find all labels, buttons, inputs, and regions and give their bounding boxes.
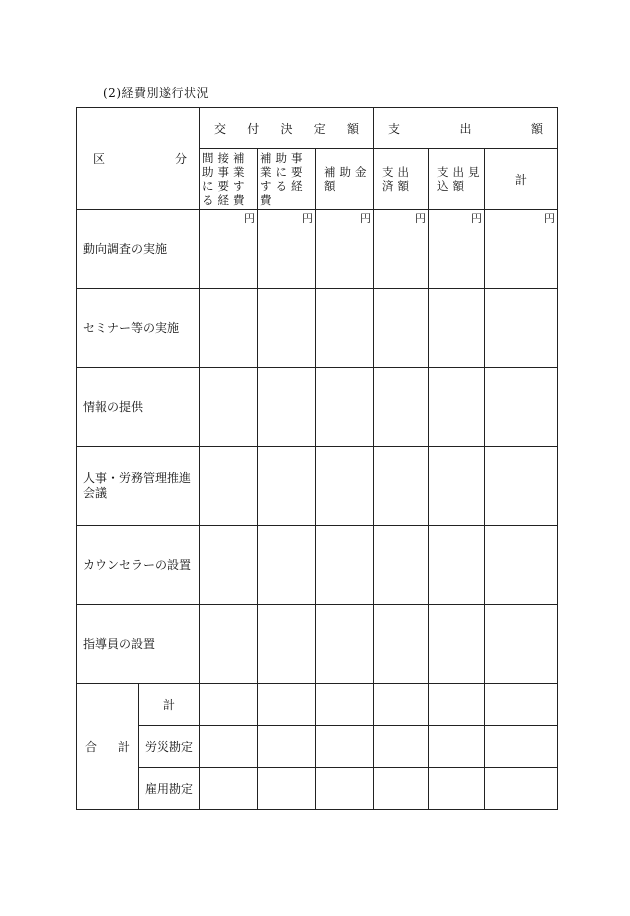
header-row-1 xyxy=(77,108,558,149)
summary-row xyxy=(77,684,558,726)
subsidy-amount-header: 補助金額 xyxy=(316,149,374,210)
unit-label: 円 xyxy=(374,210,429,289)
table-cell xyxy=(200,726,258,768)
table-row xyxy=(77,368,558,447)
table-row xyxy=(77,447,558,526)
table-cell xyxy=(485,368,558,447)
table-cell xyxy=(374,726,429,768)
table-cell xyxy=(485,605,558,684)
table-cell xyxy=(374,368,429,447)
table-cell xyxy=(485,447,558,526)
unit-label: 円 xyxy=(316,210,374,289)
table-cell xyxy=(200,447,258,526)
category-header xyxy=(77,108,200,210)
summary-item-total: 計 xyxy=(139,684,200,726)
table-cell xyxy=(429,684,485,726)
table-cell xyxy=(485,289,558,368)
summary-row xyxy=(77,726,558,768)
summary-row xyxy=(77,768,558,810)
table-cell xyxy=(316,526,374,605)
table-cell xyxy=(429,526,485,605)
summary-label: 合 計 xyxy=(77,684,139,810)
summary-item-labor-accident: 労災勘定 xyxy=(139,726,200,768)
unit-label: 円 xyxy=(200,210,258,289)
table-cell xyxy=(200,526,258,605)
table-cell xyxy=(258,684,316,726)
spent-header: 支出済額 xyxy=(374,149,429,210)
table-cell xyxy=(316,368,374,447)
table-cell xyxy=(485,726,558,768)
table-cell xyxy=(316,447,374,526)
row-label: 人事・労務管理推進会議 xyxy=(77,447,200,526)
table-cell xyxy=(258,526,316,605)
table-row xyxy=(77,289,558,368)
table-cell xyxy=(258,768,316,810)
row-label: セミナー等の実施 xyxy=(77,289,200,368)
table-cell xyxy=(316,726,374,768)
table-cell xyxy=(485,526,558,605)
table-cell xyxy=(316,605,374,684)
table-cell xyxy=(316,768,374,810)
table-cell xyxy=(200,605,258,684)
table-cell xyxy=(429,726,485,768)
table-cell xyxy=(316,289,374,368)
table-cell xyxy=(200,684,258,726)
table-row xyxy=(77,210,558,289)
unit-label: 円 xyxy=(429,210,485,289)
table-cell xyxy=(258,447,316,526)
table-cell xyxy=(374,526,429,605)
table-cell xyxy=(374,447,429,526)
table-cell xyxy=(485,768,558,810)
table-cell xyxy=(316,684,374,726)
table-cell xyxy=(200,289,258,368)
subsidy-cost-header: 補助事業に要する経費 xyxy=(258,149,316,210)
table-cell xyxy=(429,368,485,447)
expected-header: 支出見込額 xyxy=(429,149,485,210)
total-header: 計 xyxy=(485,149,558,210)
table-cell xyxy=(429,605,485,684)
table-cell xyxy=(429,447,485,526)
table-cell xyxy=(258,726,316,768)
unit-label: 円 xyxy=(258,210,316,289)
table-cell xyxy=(200,768,258,810)
summary-item-employment: 雇用勘定 xyxy=(139,768,200,810)
row-label: カウンセラーの設置 xyxy=(77,526,200,605)
section-heading: (2)経費別遂行状況 xyxy=(103,86,209,100)
expenditure-header: 支 出 額 xyxy=(374,108,558,149)
table-cell xyxy=(200,368,258,447)
table-cell xyxy=(258,289,316,368)
category-char: 分 xyxy=(174,152,187,166)
table-cell xyxy=(374,605,429,684)
table-row xyxy=(77,605,558,684)
unit-label: 円 xyxy=(485,210,558,289)
table-cell xyxy=(258,368,316,447)
row-label: 指導員の設置 xyxy=(77,605,200,684)
table-cell xyxy=(374,768,429,810)
table-cell xyxy=(374,684,429,726)
indirect-cost-header: 間接補助事業に要する経費 xyxy=(200,149,258,210)
table-cell xyxy=(485,684,558,726)
category-char: 区 xyxy=(93,152,106,166)
table-row xyxy=(77,526,558,605)
table-cell xyxy=(374,289,429,368)
table-cell xyxy=(429,289,485,368)
table-cell xyxy=(429,768,485,810)
grant-decision-header: 交 付 決 定 額 xyxy=(200,108,374,149)
row-label: 情報の提供 xyxy=(77,368,200,447)
row-label: 動向調査の実施 xyxy=(77,210,200,289)
expense-status-table xyxy=(76,107,558,810)
table-cell xyxy=(258,605,316,684)
